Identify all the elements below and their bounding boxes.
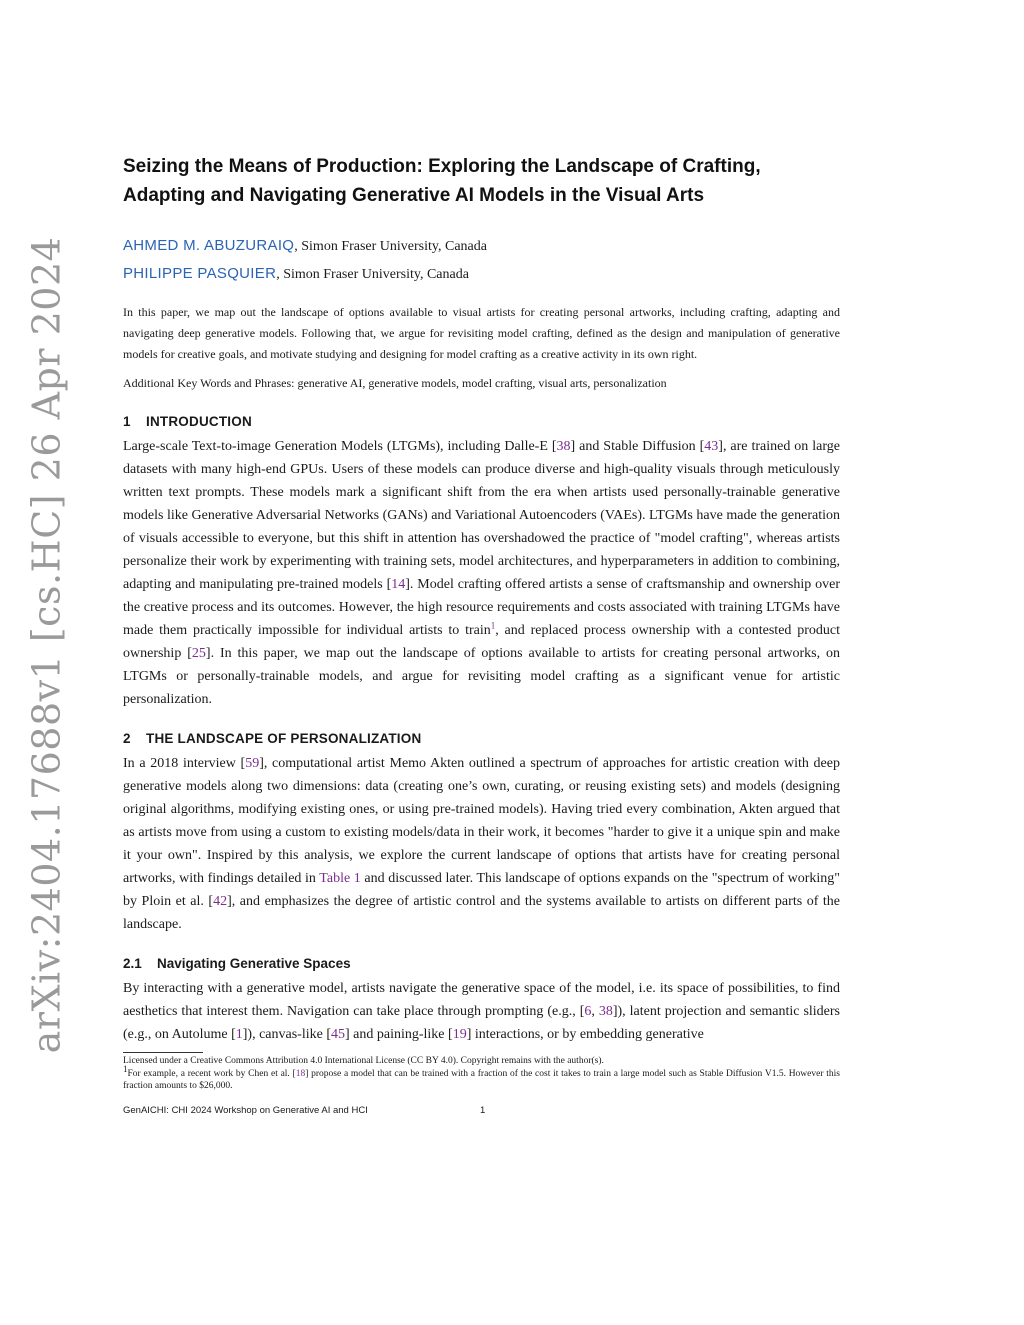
author-1-name[interactable]: AHMED M. ABUZURAIQ <box>123 237 295 254</box>
text-run: ] and Stable Diffusion [ <box>570 439 705 454</box>
text-run: ], are trained on large datasets with many high-end GPUs. Users of these models can produce diverse and high-quality visuals through meticulously written text prompts. These models mark a significant shift from the era when artists used personally-trainable generative models like Generative Adversarial Networks (GANs) and Variational Autoencoders (VAEs). LTGMs have made the generation of visuals accessible to everyone, but this shift in attention has overshadowed the practice of "model crafting", whereas artists personalize their work by experimenting with training sets, model architectures, and hyperparameters in addition to combining, adapting and manipulating pre-trained models [ <box>123 439 840 592</box>
text-run: ], and emphasizes the degree of artistic control and the systems available to artists on different parts of the landscape. <box>123 894 840 932</box>
footnote-marker[interactable]: 1 <box>490 620 496 631</box>
section-1-heading <box>123 414 840 429</box>
author-2 <box>123 260 840 288</box>
citation-link[interactable]: 14 <box>391 577 406 592</box>
author-2-name[interactable]: PHILIPPE PASQUIER <box>123 265 277 282</box>
citation-link[interactable]: 18 <box>295 1068 306 1079</box>
text-run: ]. Model crafting offered artists a sense of craftsmanship and ownership over the creative process and its outcomes. However, the high resource requirements and costs associated with training LTGMs have made them practically impossible for individual artists to train <box>123 577 840 638</box>
text-run: ]), latent projection and semantic sliders (e.g., on Autolume [ <box>123 1004 840 1042</box>
text-run: and discussed later. This landscape of options expands on the "spectrum of working" by Ploin et al. [ <box>123 871 840 909</box>
arxiv-stamp <box>22 236 70 1054</box>
text-run: , and replaced process ownership with a contested product ownership [ <box>123 623 840 661</box>
section-1-title: INTRODUCTION <box>146 414 252 429</box>
arxiv-stamp-text: arXiv:2404.17688v1 [cs.HC] 26 Apr 2024 <box>24 236 68 1054</box>
citation-link[interactable]: 59 <box>245 756 260 771</box>
section-2-heading <box>123 731 840 746</box>
text-run: ]. In this paper, we map out the landscape of options available to artists for creating personal artworks, on LTGMs or personally-trainable models, and argue for revisiting model crafting as a significant venue for artistic personalization. <box>123 646 840 707</box>
table-reference-link[interactable]: Table 1 <box>319 871 361 886</box>
keywords: Additional Key Words and Phrases: generative AI, generative models, model crafting, visual arts, personalization <box>123 376 667 390</box>
citation-link[interactable]: 25 <box>191 646 206 661</box>
section-2-title: THE LANDSCAPE OF PERSONALIZATION <box>146 731 422 746</box>
citation-link[interactable]: 43 <box>704 439 719 454</box>
section-2-1-paragraph <box>123 977 840 1046</box>
paper-title: Seizing the Means of Production: Exploring the Landscape of Crafting, Adapting and Navigating Generative AI Models in the Visual Arts <box>123 156 761 206</box>
license-note: Licensed under a Creative Commons Attribution 4.0 International License (CC BY 4.0). Copyright remains with the author(s). <box>123 1056 604 1066</box>
page-footer <box>123 1105 840 1116</box>
section-2-1-heading <box>123 956 840 971</box>
text-run: ], computational artist Memo Akten outlined a spectrum of approaches for artistic creation with deep generative models along two dimensions: data (creating one’s own, curating, or reusing existing sets) and models (designing original algorithms, modifying existing ones, or using pre-trained models). Having tried every combination, Akten argued that as artists move from using a custom to existing models/data in their work, it becomes "harder to give it a unique spin and make it your own". Inspired by this analysis, we explore the current landscape of options that artists have for creating personal artworks, with findings detailed in <box>123 756 840 886</box>
author-1 <box>123 232 840 260</box>
footnote-1 <box>123 1063 840 1093</box>
author-2-affiliation: , Simon Fraser University, Canada <box>276 267 469 282</box>
paper-page <box>123 152 840 1116</box>
section-2-1-number: 2.1 <box>123 956 142 971</box>
text-run: Large-scale Text-to-image Generation Models (LTGMs), including Dalle-E [ <box>123 439 557 454</box>
text-run: ] propose a model that can be trained with a fraction of the cost it takes to train a large model such as Stable Diffusion V1.5. However this fraction amounts to $26,000. <box>123 1068 840 1091</box>
text-run: For example, a recent work by Chen et al. [ <box>127 1068 296 1079</box>
citation-link[interactable]: 1 <box>235 1027 243 1042</box>
text-run: ] and paining-like [ <box>345 1027 453 1042</box>
citation-link[interactable]: 42 <box>213 894 228 909</box>
text-run: , <box>591 1004 599 1019</box>
footnote-1-mark: 1 <box>123 1063 128 1074</box>
section-1-paragraph <box>123 435 840 711</box>
section-2-number: 2 <box>123 731 131 746</box>
text-run: ] interactions, or by embedding generative <box>466 1027 704 1042</box>
page-number: 1 <box>480 1104 486 1116</box>
citation-link[interactable]: 38 <box>556 439 571 454</box>
text-run: ]), canvas-like [ <box>242 1027 331 1042</box>
text-run: In a 2018 interview [ <box>123 756 246 771</box>
section-1-number: 1 <box>123 414 131 429</box>
citation-link[interactable]: 45 <box>331 1027 345 1042</box>
citation-link[interactable]: 6 <box>584 1004 592 1019</box>
text-run: By interacting with a generative model, artists navigate the generative space of the model, i.e. its space of possibilities, to find aesthetics that interest them. Navigation can take place through prompting (e.g., [ <box>123 981 840 1019</box>
footnotes <box>123 1055 840 1093</box>
section-2-1-title: Navigating Generative Spaces <box>157 956 351 971</box>
author-1-affiliation: , Simon Fraser University, Canada <box>294 239 487 254</box>
footnote-divider <box>123 1052 203 1053</box>
abstract: In this paper, we map out the landscape of options available to visual artists for creating personal artworks, including crafting, adapting and navigating deep generative models. Following that, we argue for revisiting model crafting, defined as the design and manipulation of generative models for creative goals, and motivate studying and designing for model crafting as a creative activity in its own right. <box>123 305 840 361</box>
citation-link[interactable]: 19 <box>452 1027 467 1042</box>
footer-venue: GenAICHI: CHI 2024 Workshop on Generative AI and HCI <box>123 1104 368 1116</box>
citation-link[interactable]: 38 <box>598 1004 613 1019</box>
section-2-paragraph <box>123 752 840 936</box>
